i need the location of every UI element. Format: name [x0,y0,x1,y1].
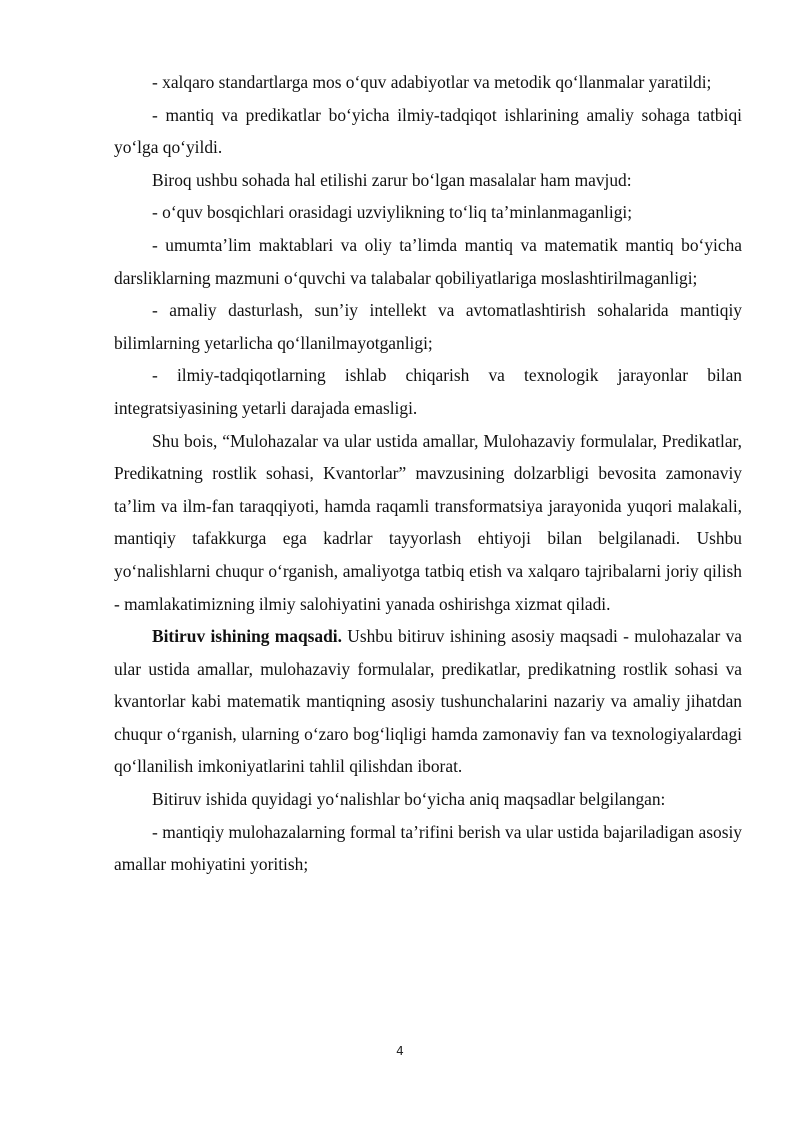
page-number: 4 [396,1044,404,1058]
paragraph-text: Biroq ushbu sohada hal etilishi zarur bo‘lgan masalalar ham mavjud: [152,169,632,190]
paragraph-9 [114,620,742,783]
paragraph-7 [114,359,742,424]
paragraph-10 [114,783,742,816]
paragraph-text: - xalqaro standartlarga mos o‘quv adabiyotlar va metodik qo‘llanmalar yaratildi; [152,72,712,92]
paragraph-text: Shu bois, “Mulohazalar va ular ustida amallar, Mulohazaviy formulalar, Predikatlar, Predikatning rostlik sohasi, Kvantorlar” mavzusining dolzarbligi bevosita zamonaviy ta’lim va ilm-fan taraqqiyoti, hamda raqamli transformatsiya jarayonida yuqori malakali, mantiqiy tafakkurga ega kadrlar tayyorlash ehtiyoji bilan belgilanadi. Ushbu yo‘nalishlarni chuqur o‘rganish, amaliyotga tatbiq etish va xalqaro tajribalarni joriy qilish - mamlakatimizning ilmiy salohiyatini yanada oshirishga xizmat qiladi. [114,430,742,614]
paragraph-1 [114,66,742,99]
paragraph-text: - ilmiy-tadqiqotlarning ishlab chiqarish va texnologik jarayonlar bilan integratsiyasining yetarli darajada emasligi. [114,365,742,418]
paragraph-6 [114,294,742,359]
paragraph-text: - amaliy dasturlash, sun’iy intellekt va avtomatlashtirish sohalarida mantiqiy bilimlarning yetarlicha qo‘llanilmayotganligi; [114,300,742,353]
paragraph-5 [114,229,742,294]
paragraph-3 [114,164,742,197]
paragraph-2 [114,99,742,164]
paragraph-4 [114,196,742,229]
paragraph-text: - mantiqiy mulohazalarning formal ta’rifini berish va ular ustida bajariladigan asosiy amallar mohiyatini yoritish; [114,821,742,875]
paragraph-8 [114,425,742,621]
paragraph-text: - umumta’lim maktablari va oliy ta’limda mantiq va matematik mantiq bo‘yicha darsliklarning mazmuni o‘quvchi va talabalar qobiliyatlariga moslashtirilmaganligi; [114,234,742,288]
paragraph-text: Bitiruv ishida quyidagi yo‘nalishlar bo‘yicha aniq maqsadlar belgilangan: [152,789,666,810]
paragraph-11 [114,816,742,881]
section-heading: Bitiruv ishining maqsadi. [152,626,342,647]
document-body [114,66,742,881]
paragraph-text: Ushbu bitiruv ishining asosiy maqsadi - mulohazalar va ular ustida amallar, mulohazaviy formulalar, predikatlar, predikatning rostlik sohasi va kvantorlar kabi matematik mantiqning asosiy tushunchalarini nazariy va amaliy jihatdan chuqur o‘rganish, ularning o‘zaro bog‘liqligi hamda zamonaviy fan va texnologiyalardagi qo‘llanilish imkoniyatlarini tahlil qilishdan iborat. [114,626,742,777]
paragraph-text: - o‘quv bosqichlari orasidagi uzviylikning to‘liq ta’minlanmaganligi; [152,202,633,223]
paragraph-text: - mantiq va predikatlar bo‘yicha ilmiy-tadqiqot ishlarining amaliy sohaga tatbiqi yo‘lga qo‘yildi. [114,104,742,158]
